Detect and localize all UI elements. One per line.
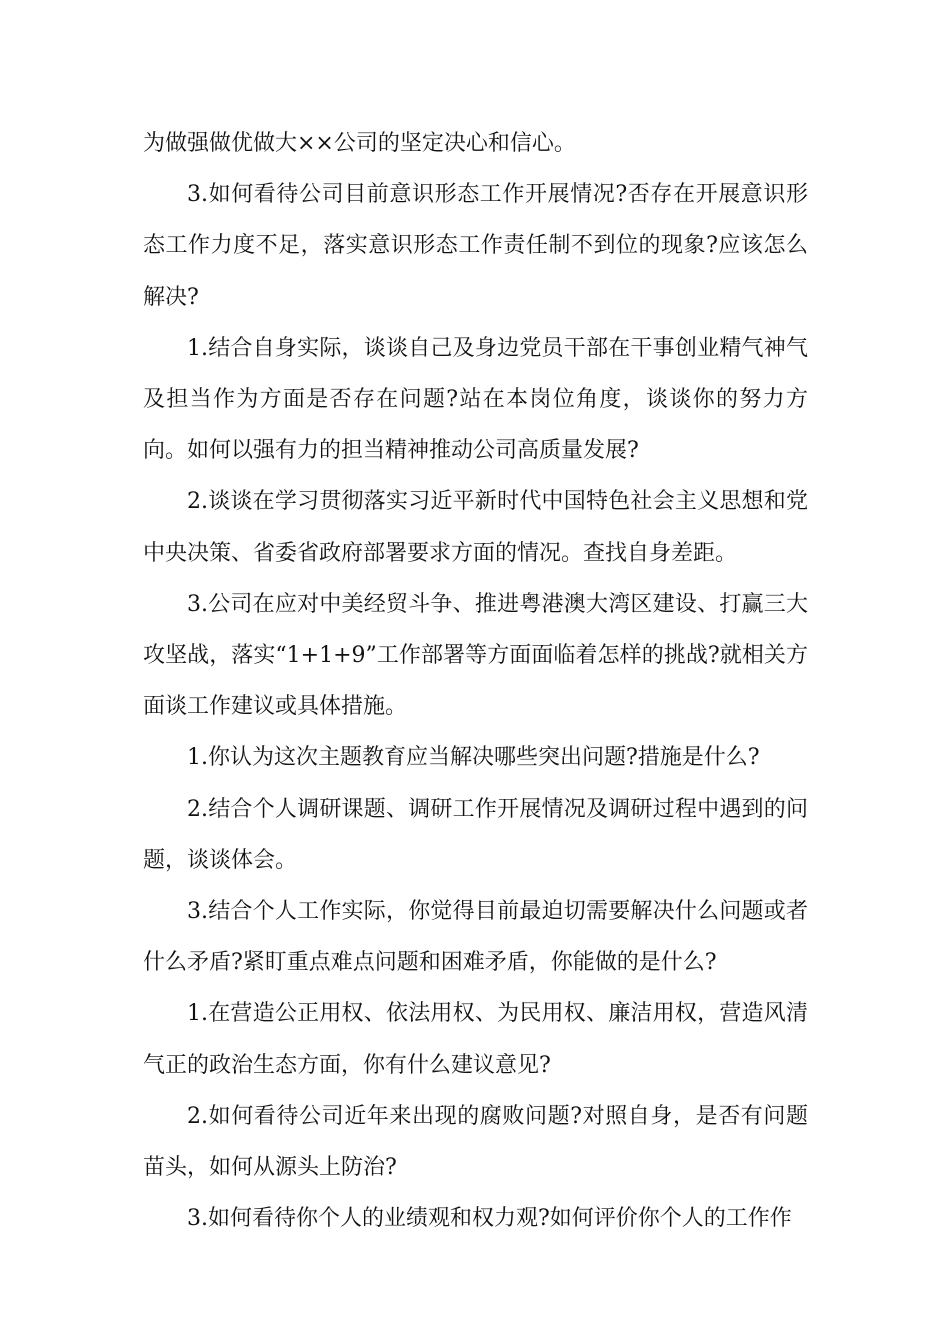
paragraph-question: 2.谈谈在学习贯彻落实习近平新时代中国特色社会主义思想和党中央决策、省委省政府部署要求方面的情况。查找自身差距。 — [143, 489, 808, 566]
paragraph-question: 3.如何看待你个人的业绩观和权力观?如何评价你个人的工作作 — [187, 1206, 792, 1232]
paragraph-continuation: 为做强做优做大××公司的坚定决心和信心。 — [143, 131, 576, 156]
paragraph-question: 3.结合个人工作实际，你觉得目前最迫切需要解决什么问题或者什么矛盾?紧盯重点难点问题和困难矛盾，你能做的是什么? — [143, 899, 808, 976]
document-body — [143, 118, 808, 1244]
paragraph-question: 3.公司在应对中美经贸斗争、推进粤港澳大湾区建设、打赢三大攻坚战，落实“1+1+9”工作部署等方面面临着怎样的挑战?就相关方面谈工作建议或具体措施。 — [143, 591, 808, 720]
paragraph-question: 3.如何看待公司目前意识形态工作开展情况?否存在开展意识形态工作力度不足，落实意识形态工作责任制不到位的现象?应该怎么解决? — [143, 182, 808, 310]
paragraph-question: 1.你认为这次主题教育应当解决哪些突出问题?措施是什么? — [187, 745, 760, 771]
paragraph-question: 2.结合个人调研课题、调研工作开展情况及调研过程中遇到的问题，谈谈体会。 — [143, 796, 808, 873]
paragraph-question: 1.结合自身实际，谈谈自己及身边党员干部在干事创业精气神气及担当作为方面是否存在问题?站在本岗位角度，谈谈你的努力方向。如何以强有力的担当精神推动公司高质量发展? — [143, 335, 808, 464]
paragraph-question: 2.如何看待公司近年来出现的腐败问题?对照自身，是否有问题苗头，如何从源头上防治? — [143, 1103, 808, 1181]
paragraph-question: 1.在营造公正用权、依法用权、为民用权、廉洁用权，营造风清气正的政治生态方面，你有什么建议意见? — [143, 1001, 808, 1078]
